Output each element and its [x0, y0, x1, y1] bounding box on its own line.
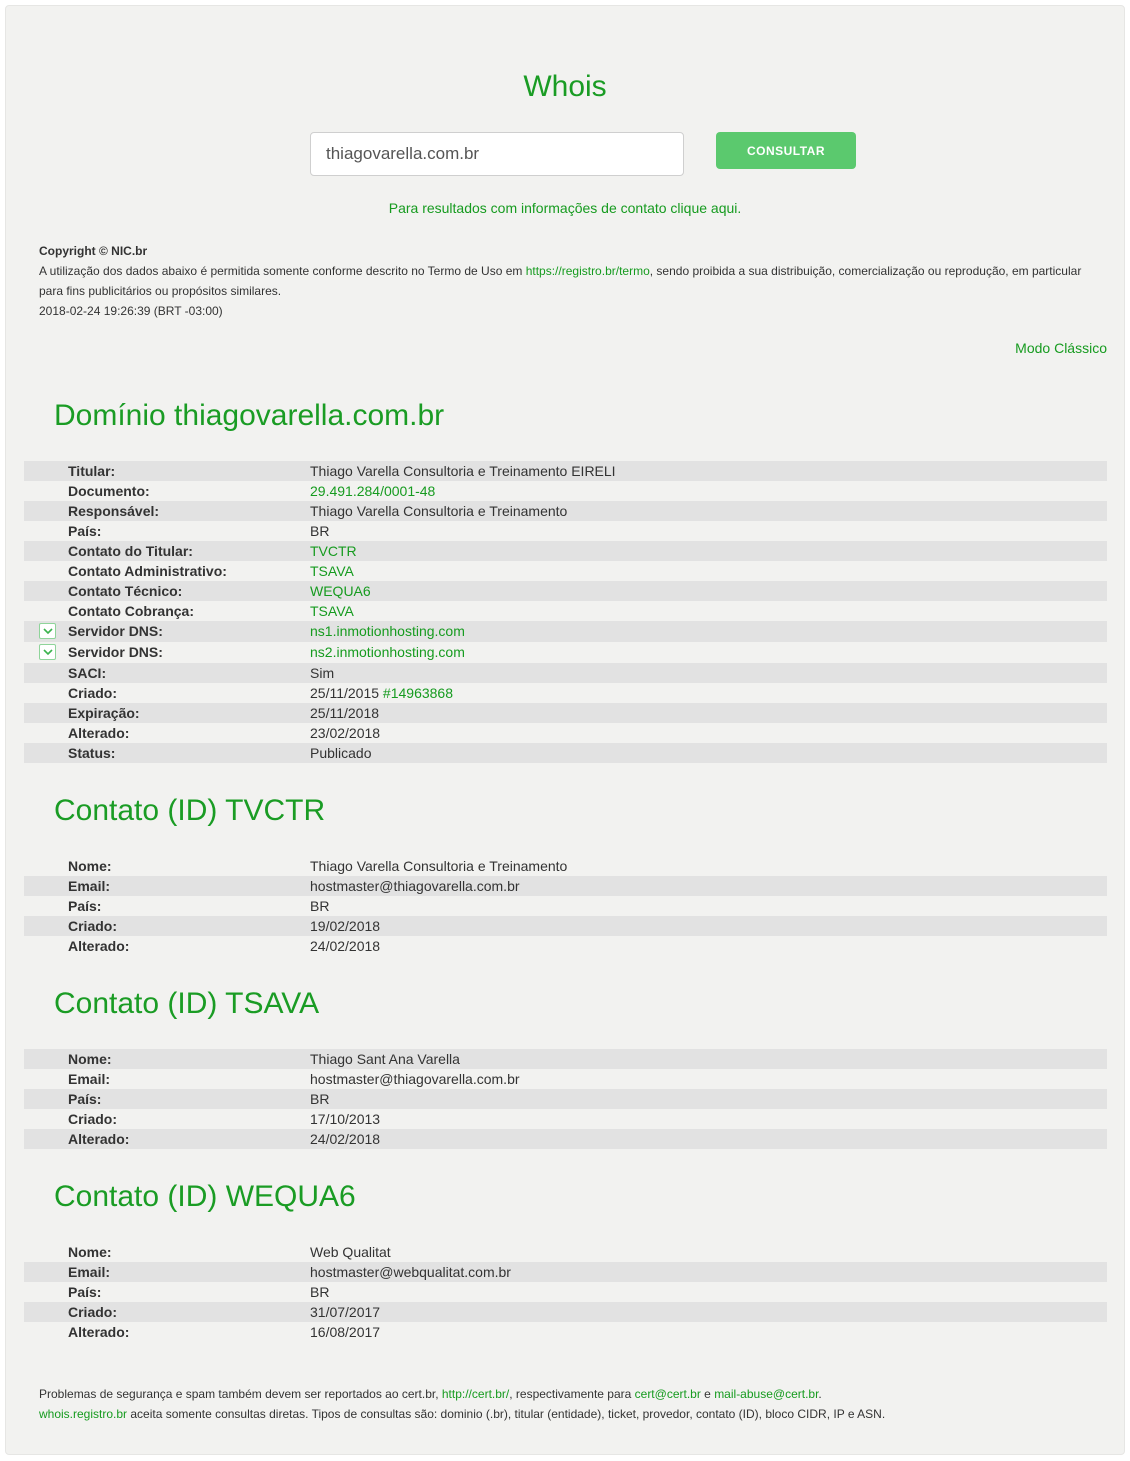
- contact-section-title: Contato (ID) WEQUA6: [54, 1180, 356, 1213]
- table-row: [24, 561, 1107, 581]
- contact-tsava-link[interactable]: TSAVA: [310, 563, 354, 579]
- row-label: País:: [68, 1091, 102, 1107]
- row-value: BR: [310, 523, 330, 539]
- modo-classico-link[interactable]: Modo Clássico: [1015, 340, 1107, 356]
- table-row: [24, 461, 1107, 481]
- whois-link[interactable]: whois.registro.br: [39, 1407, 128, 1421]
- row-value: Sim: [310, 665, 335, 681]
- row-value: 17/10/2013: [310, 1111, 381, 1127]
- row-value: Thiago Sant Ana Varella: [310, 1051, 460, 1067]
- terms-text-after: , sendo proibida a sua distribuição, comercialização ou reprodução, em particular para fins publicitários ou propósitos similares.: [39, 264, 1082, 298]
- contact-section-title: Contato (ID) TSAVA: [54, 987, 320, 1020]
- row-label: Email:: [68, 1264, 111, 1280]
- contact-tsava-billing-link[interactable]: TSAVA: [310, 603, 354, 619]
- row-label: Responsável:: [68, 503, 160, 519]
- row-label: Nome:: [68, 858, 112, 874]
- row-value: 25/11/2015: [310, 685, 380, 701]
- page-title: Whois: [523, 70, 607, 103]
- table-row: [24, 1109, 1107, 1129]
- table-row: [24, 1049, 1107, 1069]
- table-row: [24, 856, 1107, 876]
- row-label: Contato Técnico:: [68, 583, 183, 599]
- table-row: [24, 1302, 1107, 1322]
- table-row: [24, 501, 1107, 521]
- table-row: [24, 642, 1107, 663]
- footer-notice: [39, 1384, 1099, 1424]
- contact-table: [24, 1049, 1107, 1149]
- table-row: [24, 541, 1107, 561]
- copyright-title: Copyright © NIC.br: [39, 244, 148, 258]
- row-label: Status:: [68, 745, 116, 761]
- contact-tvctr-link[interactable]: TVCTR: [310, 543, 357, 559]
- row-label: Contato do Titular:: [68, 543, 193, 559]
- table-row: [24, 1282, 1107, 1302]
- row-label: Alterado:: [68, 938, 130, 954]
- row-label: Expiração:: [68, 705, 140, 721]
- row-label: Servidor DNS:: [68, 644, 163, 660]
- table-row: [24, 1322, 1107, 1342]
- row-label: Nome:: [68, 1051, 112, 1067]
- table-row: [24, 601, 1107, 621]
- table-row: [24, 621, 1107, 642]
- row-label: Contato Administrativo:: [68, 563, 227, 579]
- footer-text: .: [818, 1387, 822, 1401]
- row-value: BR: [310, 1284, 330, 1300]
- table-row: [24, 876, 1107, 896]
- table-row: [24, 936, 1107, 956]
- table-row: [24, 703, 1107, 723]
- row-value: BR: [310, 1091, 330, 1107]
- terms-link[interactable]: https://registro.br/termo: [525, 264, 650, 278]
- table-row: [24, 916, 1107, 936]
- contact-info-link[interactable]: Para resultados com informações de contato clique aqui.: [388, 200, 742, 216]
- row-label: País:: [68, 898, 102, 914]
- row-value: 24/02/2018: [310, 1131, 381, 1147]
- row-label: SACI:: [68, 665, 107, 681]
- row-label: Alterado:: [68, 725, 130, 741]
- row-value: 25/11/2018: [310, 705, 380, 721]
- contact-section-title: Contato (ID) TVCTR: [54, 794, 326, 827]
- chevron-down-icon: [43, 628, 53, 635]
- row-label: País:: [68, 1284, 102, 1300]
- contact-table: [24, 1242, 1107, 1342]
- contact-wequa6-link[interactable]: WEQUA6: [310, 583, 371, 599]
- row-label: Contato Cobrança:: [68, 603, 194, 619]
- table-row: [24, 581, 1107, 601]
- footer-text: aceita somente consultas diretas. Tipos de consultas são: dominio (.br), titular (entidade), ticket, provedor, contato (ID), bloco CIDR, IP e ASN.: [127, 1407, 886, 1421]
- row-value: Web Qualitat: [310, 1244, 391, 1260]
- mail-abuse-link[interactable]: mail-abuse@cert.br: [714, 1387, 819, 1401]
- table-row: [24, 1089, 1107, 1109]
- row-value: hostmaster@thiagovarella.com.br: [310, 1071, 520, 1087]
- footer-text: Problemas de segurança e spam também devem ser reportados ao cert.br,: [39, 1387, 442, 1401]
- cert-link[interactable]: http://cert.br/: [441, 1387, 510, 1401]
- document-link[interactable]: 29.491.284/0001-48: [310, 483, 436, 499]
- row-label: Email:: [68, 878, 111, 894]
- row-label: Nome:: [68, 1244, 112, 1260]
- table-row: [24, 521, 1107, 541]
- row-value: 24/02/2018: [310, 938, 381, 954]
- row-value: 16/08/2017: [310, 1324, 381, 1340]
- table-row: [24, 1129, 1107, 1149]
- row-label: Alterado:: [68, 1324, 130, 1340]
- table-row: [24, 683, 1107, 703]
- table-row: [24, 1242, 1107, 1262]
- table-row: [24, 663, 1107, 683]
- row-value: 31/07/2017: [310, 1304, 381, 1320]
- row-label: Alterado:: [68, 1131, 130, 1147]
- contact-table: [24, 856, 1107, 956]
- table-row: [24, 1069, 1107, 1089]
- chevron-down-icon: [43, 649, 53, 656]
- dns-server-link[interactable]: ns2.inmotionhosting.com: [310, 644, 465, 660]
- table-row: [24, 1262, 1107, 1282]
- copyright-notice: [39, 241, 1099, 321]
- query-timestamp: 2018-02-24 19:26:39 (BRT -03:00): [39, 304, 223, 318]
- row-label: Criado:: [68, 685, 117, 701]
- row-value: hostmaster@webqualitat.com.br: [310, 1264, 511, 1280]
- row-label: Email:: [68, 1071, 111, 1087]
- row-label: Servidor DNS:: [68, 623, 163, 639]
- table-row: [24, 481, 1107, 501]
- row-label: Documento:: [68, 483, 150, 499]
- table-row: [24, 723, 1107, 743]
- domain-section-title: Domínio thiagovarella.com.br: [54, 399, 445, 432]
- row-value: Thiago Varella Consultoria e Treinamento: [310, 858, 568, 874]
- row-value: Publicado: [310, 745, 372, 761]
- table-row: [24, 896, 1107, 916]
- row-value: 19/02/2018: [310, 918, 381, 934]
- row-value: Thiago Varella Consultoria e Treinamento EIRELI: [310, 463, 616, 479]
- search-input[interactable]: [310, 132, 684, 176]
- row-value: hostmaster@thiagovarella.com.br: [310, 878, 520, 894]
- footer-text: , respectivamente para: [509, 1387, 635, 1401]
- row-value: BR: [310, 898, 330, 914]
- row-label: País:: [68, 523, 102, 539]
- footer-text: e: [700, 1387, 715, 1401]
- row-value-group: [310, 683, 453, 703]
- dns-server-link[interactable]: ns1.inmotionhosting.com: [310, 623, 465, 639]
- ticket-link[interactable]: #14963868: [382, 685, 453, 701]
- terms-text: A utilização dos dados abaixo é permitida somente conforme descrito no Termo de Uso em: [39, 264, 526, 278]
- row-label: Criado:: [68, 1111, 117, 1127]
- expand-dns-button[interactable]: [39, 623, 56, 639]
- row-label: Titular:: [68, 463, 116, 479]
- table-row: [24, 743, 1107, 763]
- domain-table: [24, 461, 1107, 763]
- row-label: Criado:: [68, 918, 117, 934]
- expand-dns-button[interactable]: [39, 644, 56, 660]
- consultar-button[interactable]: CONSULTAR: [716, 132, 856, 169]
- row-label: Criado:: [68, 1304, 117, 1320]
- row-value: Thiago Varella Consultoria e Treinamento: [310, 503, 568, 519]
- row-value: 23/02/2018: [310, 725, 381, 741]
- cert-email-link[interactable]: cert@cert.br: [634, 1387, 701, 1401]
